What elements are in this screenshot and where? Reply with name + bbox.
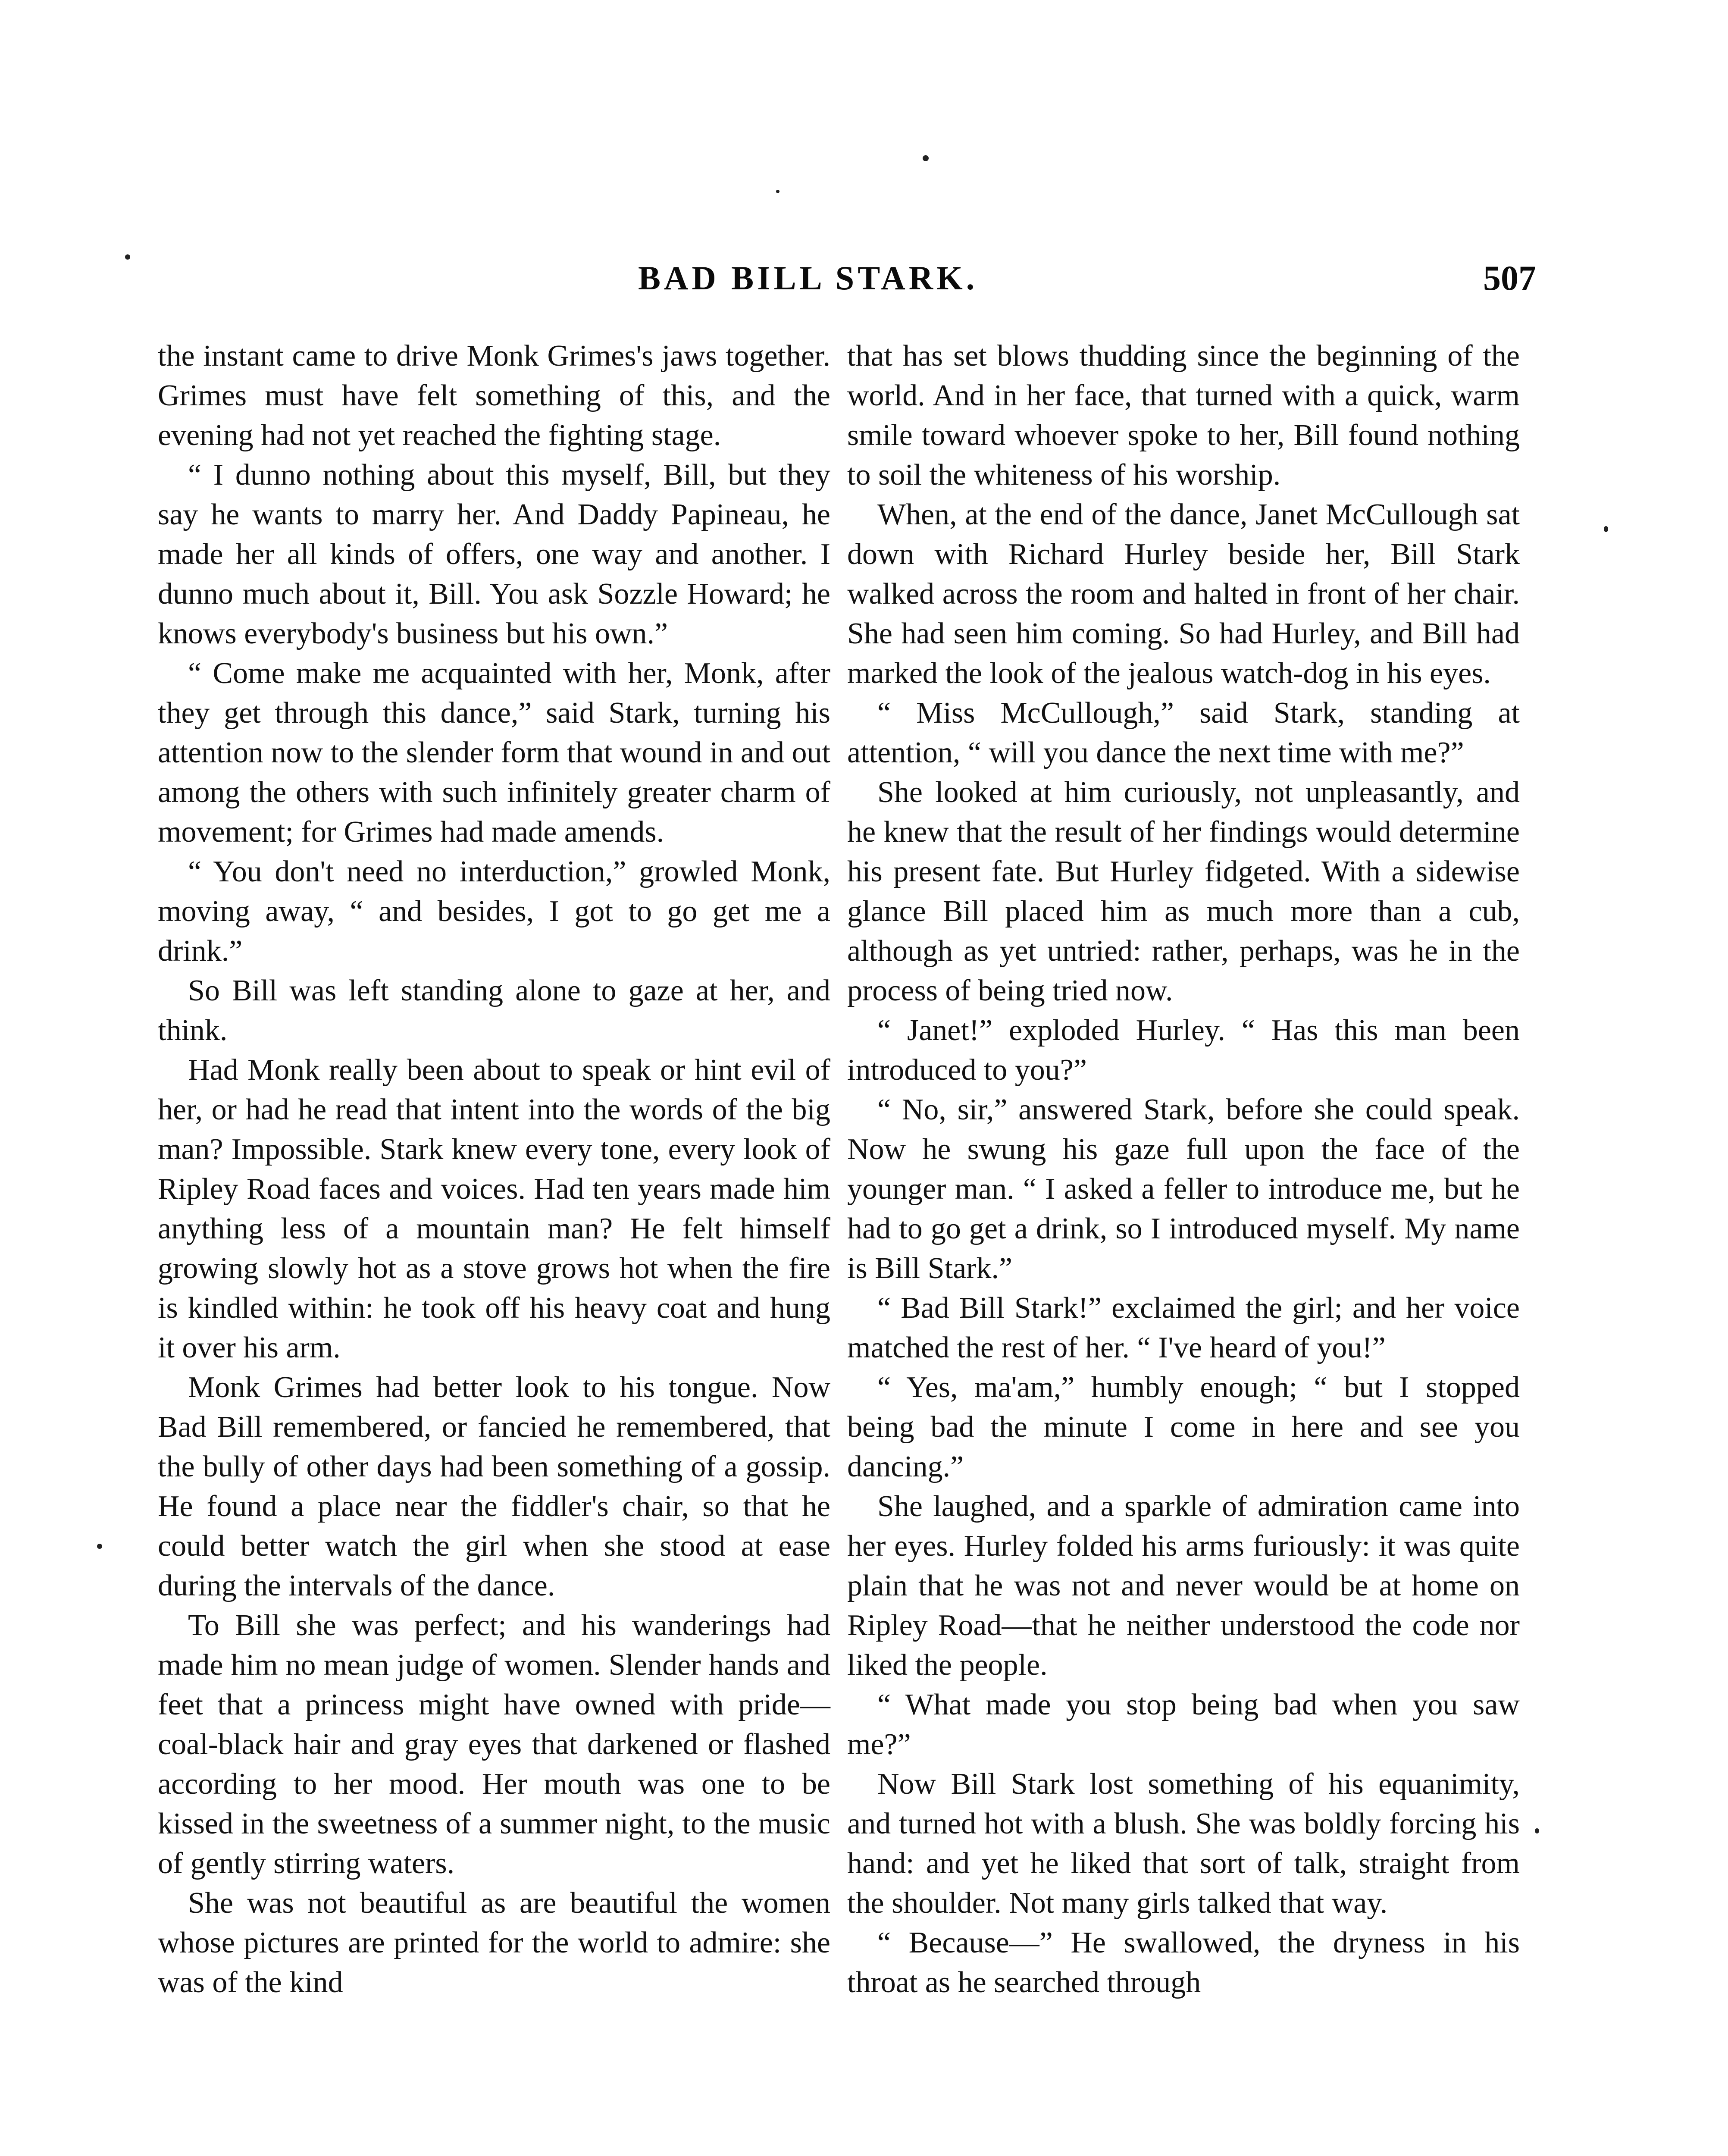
paragraph: “ Janet!” exploded Hurley. “ Has this man been introduced to you?” [847, 1014, 1520, 1087]
left-text-column [158, 336, 830, 2002]
paragraph: “ Yes, ma'am,” humbly enough; “ but I stopped being bad the minute I come in here and see you dancing.” [847, 1371, 1520, 1483]
right-text-column [847, 336, 1520, 2002]
paragraph: To Bill she was perfect; and his wanderings had made him no mean judge of women. Slender hands and feet that a princess might have owned with pride—coal-black hair and gray eyes that darkened or flashed according to her mood. Her mouth was one to be kissed in the sweetness of a summer night, to the music of gently stirring waters. [158, 1609, 830, 1880]
page-number: 507 [1483, 258, 1536, 298]
paragraph: Monk Grimes had better look to his tongue. Now Bad Bill remembered, or fancied he remembered, that the bully of other days had been something of a gossip. He found a place near the fiddler's chair, so that he could better watch the girl when she stood at ease during the intervals of the dance. [158, 1371, 830, 1602]
paragraph: “ Because—” He swallowed, the dryness in his throat as he searched through [847, 1926, 1520, 1999]
paragraph: She was not beautiful as are beautiful the women whose pictures are printed for the world to admire: she was of the kind [158, 1887, 830, 1999]
ink-speck [1604, 526, 1608, 532]
paragraph: She looked at him curiously, not unpleasantly, and he knew that the result of her findings would determine his present fate. But Hurley fidgeted. With a sidewise glance Bill placed him as much more than a cub, although as yet untried: rather, perhaps, was he in the process of being tried now. [847, 776, 1520, 1007]
paragraph: “ Miss McCullough,” said Stark, standing at attention, “ will you dance the next time with me?” [847, 696, 1520, 769]
paragraph: “ You don't need no interduction,” growled Monk, moving away, “ and besides, I got to go get me a drink.” [158, 855, 830, 968]
paragraph: “ Bad Bill Stark!” exclaimed the girl; and her voice matched the rest of her. “ I've heard of you!” [847, 1291, 1520, 1364]
ink-speck [125, 254, 130, 260]
paragraph: When, at the end of the dance, Janet McCullough sat down with Richard Hurley beside her, Bill Stark walked across the room and halted in front of her chair. She had seen him coming. So had Hurley, and Bill had marked the look of the jealous watch-dog in his eyes. [847, 498, 1520, 690]
paragraph: Had Monk really been about to speak or hint evil of her, or had he read that intent into the words of the big man? Impossible. Stark knew every tone, every look of Ripley Road faces and voices. Had ten years made him anything less of a mountain man? He felt himself growing slowly hot as a stove grows hot when the fire is kindled within: he took off his heavy coat and hung it over his arm. [158, 1053, 830, 1364]
paragraph: “ No, sir,” answered Stark, before she could speak. Now he swung his gaze full upon the face of the younger man. “ I asked a feller to introduce me, but he had to go get a drink, so I introduced myself. My name is Bill Stark.” [847, 1093, 1520, 1285]
ink-speck [776, 190, 779, 193]
paragraph: So Bill was left standing alone to gaze at her, and think. [158, 974, 830, 1047]
paragraph: that has set blows thudding since the beginning of the world. And in her face, that turned with a quick, warm smile toward whoever spoke to her, Bill found nothing to soil the whiteness of his worship. [847, 339, 1520, 492]
paragraph: Now Bill Stark lost something of his equanimity, and turned hot with a blush. She was boldly forcing his hand: and yet he liked that sort of talk, straight from the shoulder. Not many girls talked that way. [847, 1767, 1520, 1920]
running-title: BAD BILL STARK. [638, 259, 978, 297]
paragraph: She laughed, and a sparkle of admiration came into her eyes. Hurley folded his arms furiously: it was quite plain that he was not and never would be at home on Ripley Road—that he neither understood the code nor liked the people. [847, 1490, 1520, 1682]
ink-speck [923, 155, 929, 161]
ink-speck [97, 1544, 102, 1549]
paragraph: “ I dunno nothing about this myself, Bill, but they say he wants to marry her. And Daddy Papineau, he made her all kinds of offers, one way and another. I dunno much about it, Bill. You ask Sozzle Howard; he knows everybody's business but his own.” [158, 458, 830, 650]
paragraph: “ Come make me acquainted with her, Monk, after they get through this dance,” said Stark, turning his attention now to the slender form that wound in and out among the others with such infinitely greater charm of movement; for Grimes had made amends. [158, 657, 830, 849]
paragraph: the instant came to drive Monk Grimes's jaws together. Grimes must have felt something of this, and the evening had not yet reached the fighting stage. [158, 339, 830, 452]
paragraph: “ What made you stop being bad when you saw me?” [847, 1688, 1520, 1761]
ink-speck [1535, 1828, 1539, 1833]
